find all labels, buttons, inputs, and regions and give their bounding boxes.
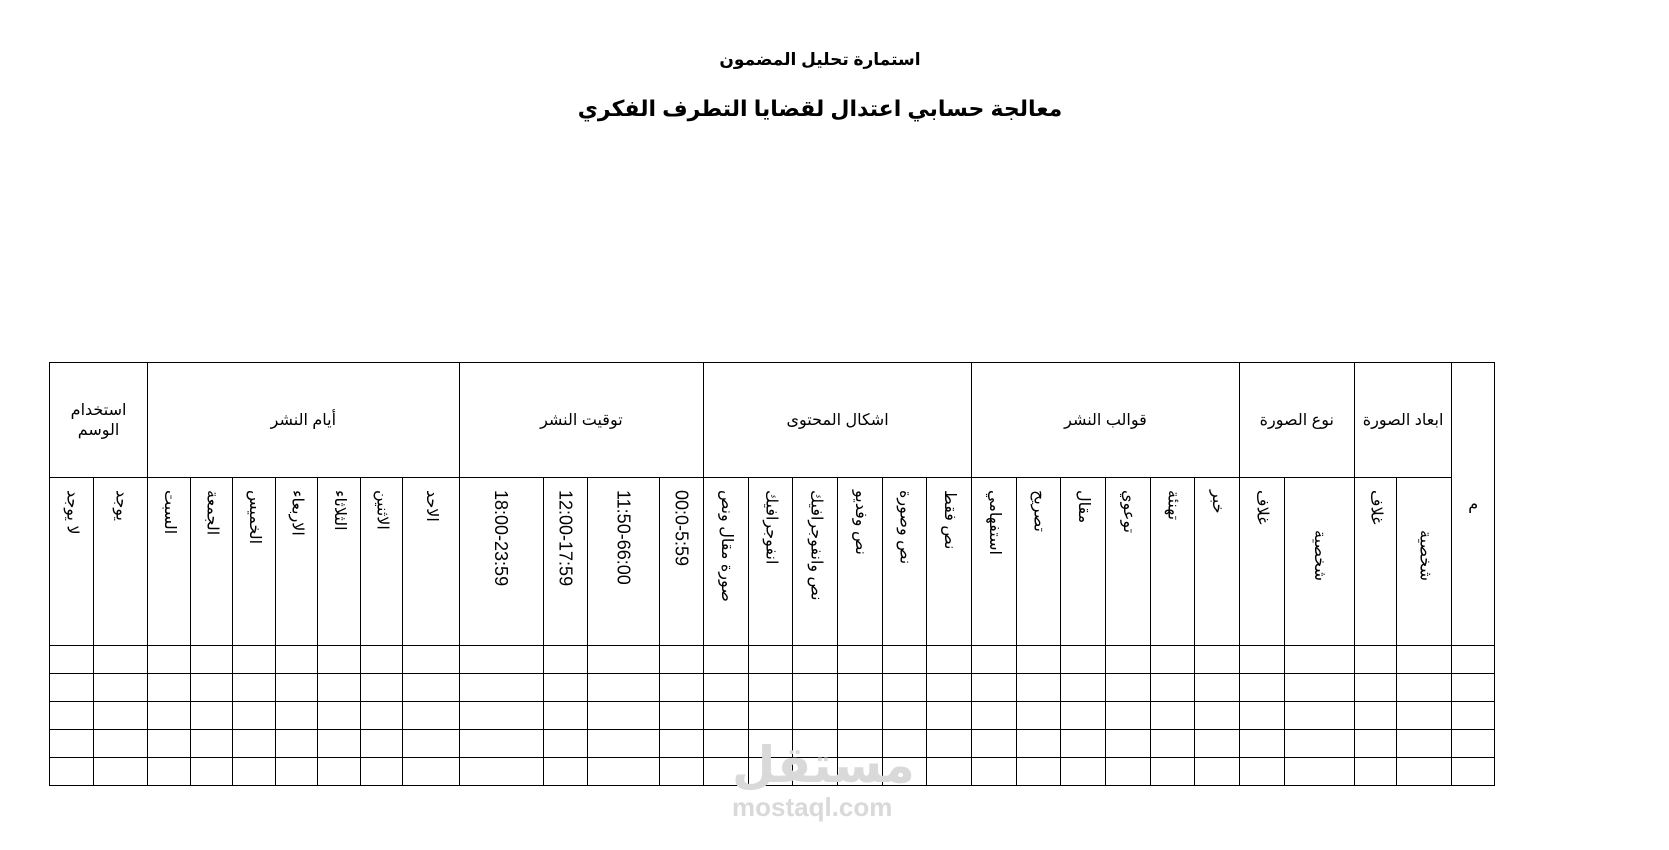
data-cell[interactable] (1061, 702, 1106, 730)
sub-header-label: خبر (1209, 490, 1227, 514)
data-cell[interactable] (882, 730, 927, 758)
data-cell[interactable] (50, 674, 94, 702)
sub-header-cell (190, 478, 233, 646)
data-cell[interactable] (1150, 730, 1195, 758)
sub-header-cell (93, 478, 147, 646)
data-cell[interactable] (1195, 758, 1240, 786)
data-cell[interactable] (360, 674, 403, 702)
sub-header-cell (927, 478, 972, 646)
data-cell[interactable] (1195, 646, 1240, 674)
sub-header-cell (1016, 478, 1061, 646)
data-cell[interactable] (927, 758, 972, 786)
data-cell[interactable] (1354, 758, 1397, 786)
data-cell[interactable] (793, 758, 838, 786)
data-cell[interactable] (838, 702, 883, 730)
sub-header-label: صورة مقال ونص (717, 490, 735, 602)
sub-header-cell (972, 478, 1017, 646)
data-cell[interactable] (659, 730, 704, 758)
data-cell[interactable] (882, 702, 927, 730)
data-cell[interactable] (1105, 730, 1150, 758)
data-cell[interactable] (882, 646, 927, 674)
watermark-url: mostaql.com (732, 792, 893, 822)
data-cell[interactable] (318, 674, 361, 702)
data-cell[interactable] (1016, 646, 1061, 674)
data-cell[interactable] (927, 702, 972, 730)
data-cell[interactable] (704, 674, 749, 702)
data-cell[interactable] (588, 674, 659, 702)
data-cell[interactable] (1061, 730, 1106, 758)
data-cell[interactable] (318, 730, 361, 758)
data-cell[interactable] (882, 674, 927, 702)
data-cell[interactable] (588, 730, 659, 758)
sub-header-cell (1354, 478, 1397, 646)
data-cell[interactable] (1452, 702, 1495, 730)
sub-header-cell (233, 478, 276, 646)
data-cell[interactable] (543, 758, 588, 786)
sub-header-label: الثلاثاء (330, 490, 348, 531)
data-cell[interactable] (190, 758, 233, 786)
data-cell[interactable] (275, 646, 318, 674)
data-cell[interactable] (360, 758, 403, 786)
data-cell[interactable] (50, 646, 94, 674)
data-cell[interactable] (748, 646, 793, 674)
sub-header-cell (588, 478, 659, 646)
data-cell[interactable] (148, 758, 191, 786)
data-cell[interactable] (318, 758, 361, 786)
data-cell[interactable] (318, 646, 361, 674)
data-cell[interactable] (1061, 674, 1106, 702)
data-cell[interactable] (233, 758, 276, 786)
sub-header-cell (318, 478, 361, 646)
sub-header-cell (50, 478, 94, 646)
data-cell[interactable] (148, 702, 191, 730)
data-cell[interactable] (1284, 758, 1354, 786)
index-header: م (1452, 363, 1495, 646)
sub-header-cell (838, 478, 883, 646)
data-cell[interactable] (1452, 730, 1495, 758)
data-cell[interactable] (403, 646, 459, 674)
data-cell[interactable] (1150, 646, 1195, 674)
data-cell[interactable] (543, 646, 588, 674)
data-cell[interactable] (838, 730, 883, 758)
image-dimensions-header: ابعاد الصورة (1354, 363, 1452, 478)
data-cell[interactable] (588, 646, 659, 674)
sub-header-label: السبت (160, 490, 178, 535)
data-cell[interactable] (1452, 674, 1495, 702)
sub-header-label: لا يوجد (63, 490, 81, 535)
data-cell[interactable] (93, 730, 147, 758)
hashtag-use-header: استخدام الوسم (50, 363, 148, 478)
data-cell[interactable] (360, 646, 403, 674)
form-title: استمارة تحليل المضمون (719, 50, 921, 69)
data-cell[interactable] (275, 702, 318, 730)
data-cell[interactable] (190, 730, 233, 758)
sub-header-cell (793, 478, 838, 646)
data-cell[interactable] (1397, 758, 1452, 786)
sub-header-label: استفهامي (985, 490, 1003, 555)
data-cell[interactable] (459, 758, 543, 786)
content-forms-header: اشكال المحتوى (704, 363, 972, 478)
data-cell[interactable] (403, 702, 459, 730)
data-cell[interactable] (659, 702, 704, 730)
data-cell[interactable] (190, 674, 233, 702)
data-cell[interactable] (588, 758, 659, 786)
data-cell[interactable] (838, 674, 883, 702)
data-cell[interactable] (1239, 730, 1284, 758)
sub-header-label: الاربعاء (288, 490, 306, 536)
sub-header-label: تهنئة (1164, 490, 1182, 521)
data-cell[interactable] (1239, 702, 1284, 730)
data-cell[interactable] (543, 674, 588, 702)
sub-header-cell (882, 478, 927, 646)
sub-header-cell (704, 478, 749, 646)
data-cell[interactable] (1284, 702, 1354, 730)
sub-header-label: شخصية (1416, 530, 1434, 582)
data-cell[interactable] (233, 730, 276, 758)
data-cell[interactable] (459, 646, 543, 674)
data-cell[interactable] (1016, 758, 1061, 786)
data-cell[interactable] (1150, 758, 1195, 786)
sub-header-label: الاثنين (373, 490, 391, 530)
sub-header-label: توعوي (1119, 490, 1137, 534)
data-cell[interactable] (838, 646, 883, 674)
sub-header-label: نص وفديو (851, 490, 869, 555)
sub-header-label: انفوجرافيك (762, 490, 780, 565)
data-cell[interactable] (1284, 646, 1354, 674)
data-cell[interactable] (1354, 674, 1397, 702)
table-row (50, 702, 1495, 730)
table-row (50, 758, 1495, 786)
data-cell[interactable] (1239, 674, 1284, 702)
data-cell[interactable] (927, 730, 972, 758)
data-cell[interactable] (1061, 758, 1106, 786)
data-cell[interactable] (1354, 702, 1397, 730)
data-cell[interactable] (1397, 730, 1452, 758)
data-cell[interactable] (233, 674, 276, 702)
data-cell[interactable] (360, 730, 403, 758)
data-cell[interactable] (93, 758, 147, 786)
sub-header-label: غلاف (1253, 490, 1271, 525)
table-row (50, 674, 1495, 702)
data-cell[interactable] (972, 730, 1017, 758)
data-cell[interactable] (704, 646, 749, 674)
data-cell[interactable] (148, 646, 191, 674)
data-cell[interactable] (1397, 646, 1452, 674)
data-cell[interactable] (1195, 702, 1240, 730)
data-cell[interactable] (459, 730, 543, 758)
table-row (50, 730, 1495, 758)
data-cell[interactable] (793, 702, 838, 730)
data-cell[interactable] (588, 702, 659, 730)
sub-header-cell (543, 478, 588, 646)
data-cell[interactable] (1016, 730, 1061, 758)
data-cell[interactable] (1150, 702, 1195, 730)
sub-header-cell (748, 478, 793, 646)
sub-header-cell (1195, 478, 1240, 646)
data-cell[interactable] (882, 758, 927, 786)
table-row (50, 646, 1495, 674)
data-cell[interactable] (1397, 702, 1452, 730)
data-cell[interactable] (1016, 702, 1061, 730)
data-cell[interactable] (927, 674, 972, 702)
sub-header-label: 11:50-66:00 (613, 490, 634, 585)
data-cell[interactable] (793, 730, 838, 758)
data-cell[interactable] (275, 674, 318, 702)
data-cell[interactable] (403, 730, 459, 758)
data-cell[interactable] (1195, 730, 1240, 758)
sub-header-cell (275, 478, 318, 646)
sub-header-cell (1284, 478, 1354, 646)
data-cell[interactable] (838, 758, 883, 786)
form-subtitle: معالجة حسابي اعتدال لقضايا التطرف الفكري (577, 96, 1063, 121)
data-cell[interactable] (543, 702, 588, 730)
sub-header-label: 18:00-23:59 (491, 490, 512, 587)
data-cell[interactable] (93, 646, 147, 674)
data-cell[interactable] (748, 730, 793, 758)
data-cell[interactable] (1397, 674, 1452, 702)
data-cell[interactable] (1239, 758, 1284, 786)
data-cell[interactable] (1452, 646, 1495, 674)
sub-header-cell (1150, 478, 1195, 646)
data-cell[interactable] (190, 646, 233, 674)
data-cell[interactable] (1239, 646, 1284, 674)
data-cell[interactable] (1105, 674, 1150, 702)
data-cell[interactable] (704, 758, 749, 786)
data-cell[interactable] (403, 758, 459, 786)
sub-header-label: شخصية (1311, 530, 1329, 582)
sub-header-label: الخميس (245, 490, 263, 545)
sub-header-label: مقال (1075, 490, 1093, 524)
sub-header-cell (659, 478, 704, 646)
data-cell[interactable] (190, 702, 233, 730)
data-cell[interactable] (748, 702, 793, 730)
data-cell[interactable] (1195, 674, 1240, 702)
data-cell[interactable] (233, 702, 276, 730)
data-cell[interactable] (1105, 758, 1150, 786)
data-cell[interactable] (1105, 646, 1150, 674)
group-header-row (50, 363, 1495, 478)
sub-header-label: الجمعة (203, 490, 221, 536)
sub-header-label: تصريح (1030, 490, 1048, 532)
data-cell[interactable] (704, 702, 749, 730)
data-cell[interactable] (972, 674, 1017, 702)
sub-header-label: نص وانفوجرافيك (807, 490, 825, 601)
watermark-logo: مستقل (732, 737, 915, 793)
data-cell[interactable] (1354, 730, 1397, 758)
sub-header-label: يوجد (112, 490, 130, 522)
sub-header-cell (1239, 478, 1284, 646)
data-cell[interactable] (793, 646, 838, 674)
data-cell[interactable] (1452, 758, 1495, 786)
data-cell[interactable] (659, 674, 704, 702)
data-cell[interactable] (748, 674, 793, 702)
data-cell[interactable] (1150, 674, 1195, 702)
sub-header-row (50, 478, 1495, 646)
sub-header-cell (1105, 478, 1150, 646)
data-cell[interactable] (403, 674, 459, 702)
data-cell[interactable] (275, 730, 318, 758)
data-cell[interactable] (148, 674, 191, 702)
data-cell[interactable] (927, 646, 972, 674)
sub-header-label: نص وصورة (896, 490, 914, 565)
data-cell[interactable] (659, 646, 704, 674)
sub-header-label: 12:00-17:59 (555, 490, 576, 587)
sub-header-label: نص فقط (941, 490, 959, 550)
sub-header-cell (360, 478, 403, 646)
post-timing-header: توقيت النشر (459, 363, 704, 478)
sub-header-cell (1397, 478, 1452, 646)
sub-header-cell (148, 478, 191, 646)
post-templates-header: قوالب النشر (972, 363, 1240, 478)
post-days-header: أيام النشر (148, 363, 460, 478)
sub-header-cell (459, 478, 543, 646)
data-cell[interactable] (50, 758, 94, 786)
data-cell[interactable] (543, 730, 588, 758)
data-cell[interactable] (793, 674, 838, 702)
data-cell[interactable] (93, 702, 147, 730)
data-cell[interactable] (972, 702, 1017, 730)
sub-header-label: الاحد (422, 490, 440, 522)
data-cell[interactable] (148, 730, 191, 758)
data-cell[interactable] (50, 702, 94, 730)
data-cell[interactable] (50, 730, 94, 758)
content-analysis-table (49, 362, 1495, 786)
data-cell[interactable] (1354, 646, 1397, 674)
data-cell[interactable] (704, 730, 749, 758)
sub-header-cell (403, 478, 459, 646)
image-type-header: نوع الصورة (1239, 363, 1354, 478)
data-cell[interactable] (459, 674, 543, 702)
data-cell[interactable] (972, 758, 1017, 786)
data-cell[interactable] (1284, 730, 1354, 758)
data-cell[interactable] (1016, 674, 1061, 702)
data-cell[interactable] (1061, 646, 1106, 674)
data-cell[interactable] (318, 702, 361, 730)
data-cell[interactable] (1105, 702, 1150, 730)
data-cell[interactable] (459, 702, 543, 730)
data-cell[interactable] (972, 646, 1017, 674)
data-cell[interactable] (748, 758, 793, 786)
data-cell[interactable] (93, 674, 147, 702)
data-cell[interactable] (659, 758, 704, 786)
data-cell[interactable] (360, 702, 403, 730)
sub-header-cell (1061, 478, 1106, 646)
data-cell[interactable] (275, 758, 318, 786)
sub-header-label: غلاف (1367, 490, 1385, 525)
data-cell[interactable] (233, 646, 276, 674)
sub-header-label: 00:0-5:59 (671, 490, 692, 567)
data-cell[interactable] (1284, 674, 1354, 702)
